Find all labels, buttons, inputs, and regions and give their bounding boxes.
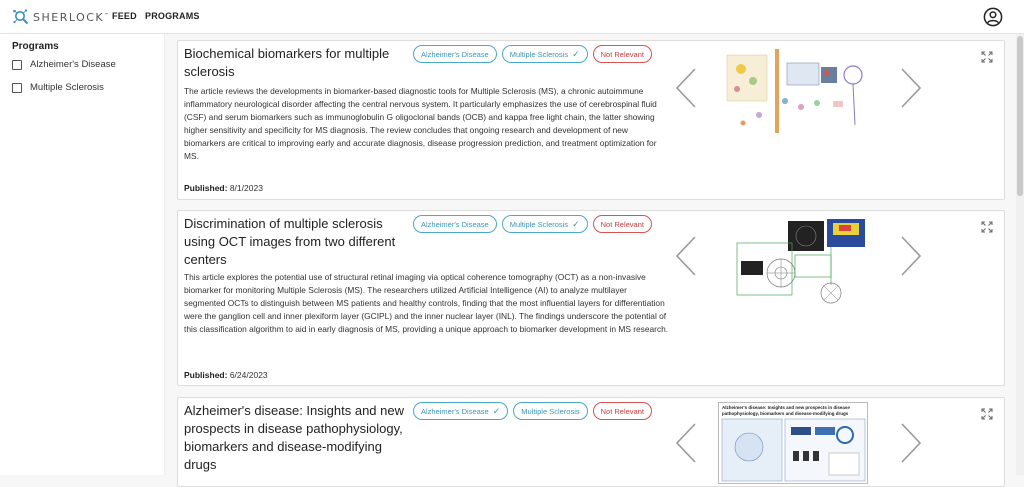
- article-card: [177, 40, 1005, 200]
- published-date: Published: 6/24/2023: [184, 370, 268, 380]
- article-card: [177, 397, 1005, 487]
- tag-not-relevant[interactable]: Not Relevant: [593, 402, 652, 420]
- figure-caption: Alzheimer's disease: Insights and new prospects in disease pathophysiology, biomarkers and disease-modifying drugs: [722, 405, 850, 416]
- top-navigation-bar: [0, 0, 1024, 34]
- published-date: Published: 8/1/2023: [184, 183, 263, 193]
- check-icon: ✓: [492, 405, 501, 416]
- article-figure[interactable]: [733, 215, 868, 307]
- article-figure[interactable]: [718, 402, 868, 484]
- tag-multiple-sclerosis[interactable]: Multiple Sclerosis: [513, 402, 587, 420]
- tag-multiple-sclerosis[interactable]: Multiple Sclerosis ✓: [502, 45, 588, 63]
- program-tags: [413, 402, 652, 420]
- next-image-icon[interactable]: [898, 422, 924, 464]
- tag-alzheimers[interactable]: Alzheimer's Disease: [413, 215, 497, 233]
- checkbox[interactable]: [12, 83, 22, 93]
- expand-icon[interactable]: [981, 51, 993, 63]
- sidebar-title: Programs: [12, 41, 59, 52]
- tag-alzheimers[interactable]: Alzheimer's Disease: [413, 45, 497, 63]
- tag-not-relevant[interactable]: Not Relevant: [593, 215, 652, 233]
- tag-multiple-sclerosis[interactable]: Multiple Sclerosis ✓: [502, 215, 588, 233]
- account-circle-icon[interactable]: [983, 7, 1003, 27]
- tag-alzheimers[interactable]: Alzheimer's Disease ✓: [413, 402, 508, 420]
- article-figure[interactable]: [723, 45, 871, 137]
- sherlock-logo-icon: [12, 8, 30, 26]
- programs-sidebar: [0, 34, 165, 475]
- article-abstract: This article explores the potential use of structural retinal imaging via optical coherence tomography (OCT) as a non-invasive biomarker for monitoring Multiple Sclerosis (MS). The researchers utilized Artificial Intelligence (AI) to analyze multilayer segmented OCTs to distinguish between MS patients and healthy controls, finding that the most influential layers for differentiation were the ganglion cell and inner plexiform layer (GCIPL) and the inner nuclear layer (INL). The findings underscore the potential of this classification algorithm to aid in early diagnosis of MS, providing a unique approach to biomarker development in MS research.: [184, 272, 669, 334]
- next-image-icon[interactable]: [898, 235, 924, 277]
- next-image-icon[interactable]: [898, 67, 924, 109]
- article-title[interactable]: Alzheimer's disease: Insights and new prospects in disease pathophysiology, biomarkers and disease-modifying drugs: [184, 403, 404, 472]
- previous-image-icon[interactable]: [673, 67, 699, 109]
- expand-icon[interactable]: [981, 408, 993, 420]
- article-title[interactable]: Discrimination of multiple sclerosis using OCT images from two different centers: [184, 216, 396, 267]
- previous-image-icon[interactable]: [673, 235, 699, 277]
- previous-image-icon[interactable]: [673, 422, 699, 464]
- logo-text: SHERLOCK™: [33, 10, 110, 24]
- program-label: Multiple Sclerosis: [30, 82, 104, 93]
- scrollbar-thumb[interactable]: [1017, 36, 1023, 196]
- article-abstract: The article reviews the developments in biomarker-based diagnostic tools for Multiple Sclerosis (MS), a chronic autoimmune inflammatory neurological disorder affecting the central nervous system. It particularly emphasizes the use of cerebrospinal fluid (CSF) and serum biomarkers such as immunoglobulin G oligoclonal bands (OCB) and kappa free light chain, the latter showing higher sensitivity and specificity for MS diagnosis. The review concludes that ongoing research and development of new biomarkers are critical to improving early and accurate diagnosis, disease progression prediction, and treatment optimization for MS.: [184, 86, 657, 161]
- program-filter-alzheimers[interactable]: [12, 59, 116, 70]
- check-icon: ✓: [572, 48, 580, 59]
- article-title[interactable]: Biochemical biomarkers for multiple sclerosis: [184, 46, 390, 79]
- program-tags: [413, 45, 652, 63]
- expand-icon[interactable]: [981, 221, 993, 233]
- sherlock-logo[interactable]: [12, 8, 109, 26]
- program-label: Alzheimer's Disease: [30, 59, 116, 70]
- figure-graphic: [719, 417, 868, 484]
- article-card: [177, 210, 1005, 386]
- program-tags: [413, 215, 652, 233]
- nav-feed[interactable]: FEED: [112, 11, 137, 21]
- page-scrollbar[interactable]: [1016, 34, 1024, 475]
- check-icon: ✓: [572, 218, 580, 229]
- checkbox[interactable]: [12, 60, 22, 70]
- program-filter-multiple-sclerosis[interactable]: [12, 82, 104, 93]
- nav-programs[interactable]: PROGRAMS: [145, 11, 200, 21]
- tag-not-relevant[interactable]: Not Relevant: [593, 45, 652, 63]
